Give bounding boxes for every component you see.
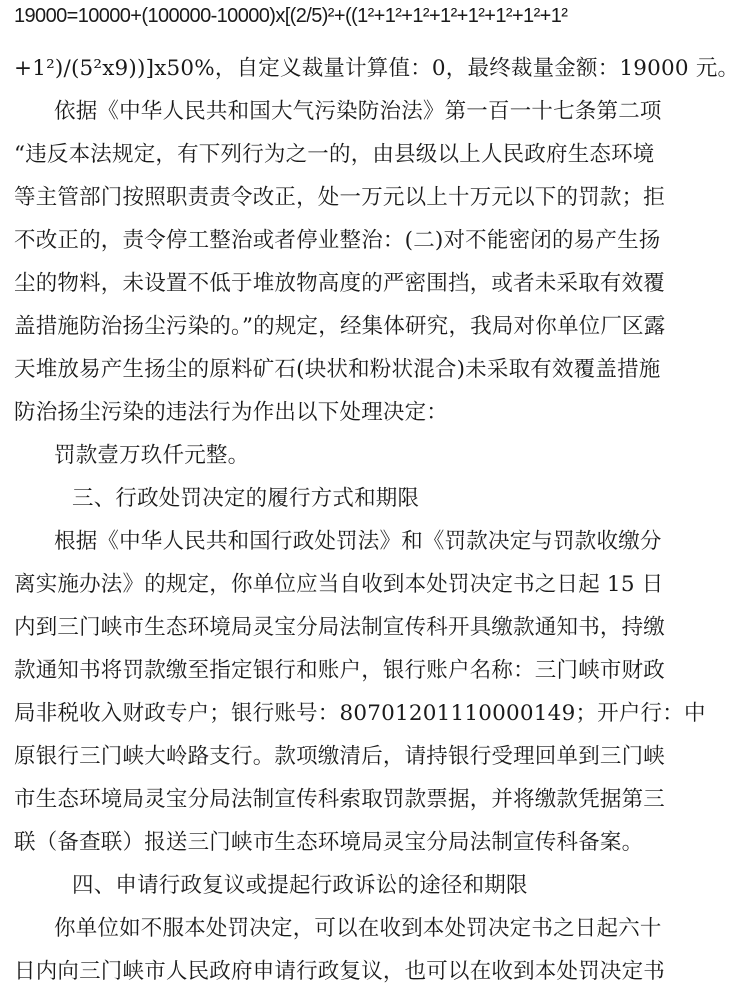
paragraph-payment-line-1: 根据《中华人民共和国行政处罚法》和《罚款决定与罚款收缴分: [54, 529, 662, 554]
paragraph-basis-line-8: 防治扬尘污染的违法行为作出以下处理决定：: [14, 400, 449, 425]
paragraph-payment-line-5: 局非税收入财政专户；银行账号：80701201110000149；开户行：中: [14, 701, 706, 726]
paragraph-payment-line-7: 市生态环境局灵宝分局法制宣传科索取罚款票据，并将缴款凭据第三: [14, 787, 666, 812]
section-heading-3: 三、行政处罚决定的履行方式和期限: [72, 486, 420, 511]
paragraph-payment-line-8: 联（备查联）报送三门峡市生态环境局灵宝分局法制宣传科备案。: [14, 830, 644, 855]
paragraph-appeal-line-2: 日内向三门峡市人民政府申请行政复议，也可以在收到本处罚决定书: [14, 959, 666, 984]
paragraph-basis-line-5: 尘的物料，未设置不低于堆放物高度的严密围挡，或者未采取有效覆: [14, 271, 666, 296]
paragraph-basis-line-2: “违反本法规定，有下列行为之一的，由县级以上人民政府生态环境: [14, 142, 655, 167]
paragraph-payment-line-4: 款通知书将罚款缴至指定银行和账户，银行账户名称：三门峡市财政: [14, 658, 666, 683]
section-heading-4: 四、申请行政复议或提起行政诉讼的途径和期限: [72, 873, 528, 898]
paragraph-basis-line-7: 天堆放易产生扬尘的原料矿石(块状和粉状混合)未采取有效覆盖措施: [14, 357, 661, 382]
paragraph-basis-line-4: 不改正的，责令停工整治或者停业整治：(二)对不能密闭的易产生扬: [14, 228, 661, 253]
penalty-amount: 罚款壹万玖仟元整。: [54, 443, 250, 468]
formula-line-1: 19000=10000+(100000-10000)x[(2/5)²+((1²+1²+1²+1²+1²+1²+1²+1²: [14, 5, 568, 27]
paragraph-basis-line-3: 等主管部门按照职责责令改正，处一万元以上十万元以下的罚款；拒: [14, 185, 666, 210]
paragraph-payment-line-6: 原银行三门峡大岭路支行。款项缴清后，请持银行受理回单到三门峡: [14, 744, 666, 769]
paragraph-appeal-line-1: 你单位如不服本处罚决定，可以在收到本处罚决定书之日起六十: [54, 916, 662, 941]
formula-line-2: +1²)/(5²x9))]x50%，自定义裁量计算值：0，最终裁量金额：19000 元。: [14, 56, 739, 81]
paragraph-basis-line-6: 盖措施防治扬尘污染的。”的规定，经集体研究，我局对你单位厂区露: [14, 314, 666, 339]
paragraph-payment-line-3: 内到三门峡市生态环境局灵宝分局法制宣传科开具缴款通知书，持缴: [14, 615, 666, 640]
paragraph-payment-line-2: 离实施办法》的规定，你单位应当自收到本处罚决定书之日起 15 日: [14, 572, 664, 597]
paragraph-basis-line-1: 依据《中华人民共和国大气污染防治法》第一百一十七条第二项: [54, 99, 662, 124]
